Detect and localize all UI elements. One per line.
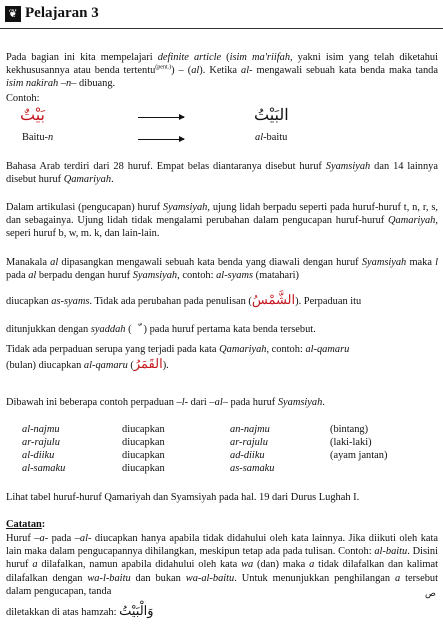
table-cell: diucapkan — [122, 424, 165, 435]
text: - dari – — [184, 397, 215, 408]
text: ) – ( — [171, 65, 192, 77]
text: , seperi huruf b, w, m. k, dan lain-lain. — [6, 215, 438, 240]
text: -baitu — [263, 132, 288, 143]
text: berpadu dengan huruf — [36, 270, 133, 282]
term-syamsiyah: Syamsiyah — [132, 270, 178, 282]
catatan-paragraph — [6, 532, 438, 598]
text: tidak dilafalkan dan kalimat dilafalkan dengan — [6, 559, 439, 584]
book-icon: ❦ — [5, 6, 21, 22]
term-al: al — [79, 533, 88, 544]
text: Tidak ada perpaduan serupa yang terjadi pada kata — [6, 344, 220, 355]
term-a: a — [39, 533, 45, 544]
text: ) pada huruf pertama kata benda tersebut. — [143, 324, 316, 335]
text: . Disini huruf — [6, 546, 438, 571]
text: diletakkan di atas hamzah: — [6, 607, 120, 618]
text: pada — [6, 270, 29, 282]
text: maka — [406, 257, 436, 268]
text: dan 14 lainnya disebut huruf — [6, 161, 438, 186]
term-al-qamaru: al-qamaru — [83, 360, 128, 371]
table-cell: ar-rajulu — [22, 437, 60, 448]
term-definite-article: definite article — [157, 52, 222, 63]
text: . — [322, 397, 325, 408]
paragraph-qamariyah-line2 — [6, 357, 438, 374]
intro-paragraph — [6, 51, 438, 91]
contoh-label: Contoh: — [6, 93, 40, 104]
table-cell: diucapkan — [122, 450, 165, 461]
term-isim-nakirah: isim nakirah –n– — [6, 78, 77, 90]
text: , contoh: — [177, 270, 217, 282]
text: : — [41, 519, 46, 530]
text: Bahasa Arab terdiri dari 28 huruf. Empat belas diantaranya disebut huruf — [6, 161, 326, 172]
text: Dalam artikulasi (pengucapan) huruf — [6, 202, 163, 213]
term-isim-mariifah: isim ma'riifah — [229, 52, 291, 63]
lesson-title: Pelajaran 3 — [25, 5, 99, 22]
term-a: a — [309, 559, 315, 571]
term-syamsiyah: Syamsiyah — [361, 257, 407, 268]
label-albaitu — [255, 131, 287, 144]
term-l: l — [435, 257, 439, 268]
text: dan bukan — [130, 572, 186, 584]
term-al-qamaru: al-qamaru — [305, 344, 350, 355]
text: ). Perpaduan itu — [295, 296, 362, 307]
text: ( — [221, 52, 230, 63]
text: ditunjukkan dengan — [6, 324, 91, 335]
term-qamariyah: Qamariyah — [63, 174, 112, 186]
paragraph-articulation — [6, 201, 438, 241]
term-al-syams: al-syams — [216, 270, 254, 282]
text: Dibawah ini beberapa contoh perpaduan – — [6, 397, 182, 408]
text: . Untuk menunjukkan penghilangan — [234, 572, 395, 584]
footnote-mark: (pent.) — [155, 64, 172, 71]
text: Pada bagian ini kita mempelajari — [6, 52, 158, 63]
catatan-heading — [6, 518, 45, 531]
text: (dan) maka — [253, 559, 310, 571]
text: (matahari) — [253, 270, 299, 282]
syaddah-mark-icon — [132, 321, 144, 337]
text: Huruf – — [6, 533, 40, 544]
text: ( — [127, 360, 134, 371]
text: ( — [125, 324, 132, 335]
paragraph-see-table: Lihat tabel huruf-huruf Qamariyah dan Syamsiyah pada hal. 19 dari Durus Lughah I. — [6, 492, 360, 503]
text: , ujung lidah berpadu seperti pada huruf-huruf t, n, r, s, dan sebagainya. Ujung lidah tidak mengalami perubahan dalam pengucapan huruf-huruf — [6, 202, 438, 227]
text: (bulan) diucapkan — [6, 360, 84, 371]
table-cell: an-najmu — [230, 424, 270, 435]
text: dilafalkan, namun apabila didahului oleh kata — [37, 559, 242, 571]
paragraph-examples-intro — [6, 396, 438, 409]
term-wa: wa — [241, 559, 254, 571]
arabic-baitun: بَيْتٌ — [20, 105, 45, 124]
paragraph-al-syamsiyah — [6, 256, 438, 282]
term-al: al — [50, 257, 59, 268]
table-col-diucapkan — [122, 423, 165, 475]
term-al: al — [214, 397, 223, 408]
text: ). — [162, 360, 169, 371]
arrow-icon — [138, 117, 184, 118]
lesson-header — [5, 3, 99, 25]
paragraph-al-syamsiyah-line3 — [6, 321, 438, 338]
term-al: al- — [241, 65, 253, 77]
text: tersebut dalam pengucapan, tanda — [6, 572, 438, 597]
text: – pada huruf — [222, 397, 278, 408]
text: . Tidak ada perubahan pada penulisan ( — [89, 296, 252, 307]
text: ). Ketika — [199, 65, 241, 77]
term-syamsiyah: Syamsiyah — [277, 397, 323, 408]
table-cell — [330, 462, 387, 475]
text: , yakni isim yang telah diketahui kekhususannya atau benda tertentu — [6, 52, 438, 77]
text: diucapkan — [6, 296, 52, 307]
catatan-title: Catatan — [6, 519, 42, 530]
text: Manakala — [6, 257, 51, 268]
table-col-original — [22, 423, 65, 475]
text: Baitu- — [22, 132, 48, 143]
text: mengawali sebuah kata benda maka tanda — [252, 65, 438, 77]
catatan-last-line — [6, 604, 154, 621]
term-syaddah: syaddah — [90, 324, 126, 335]
table-cell: (bintang) — [330, 424, 369, 435]
arabic-al-qamaru: القَمَرُ — [133, 357, 163, 372]
table-cell: al-diiku — [22, 450, 55, 461]
wasla-mark-icon: ص — [425, 589, 436, 599]
text: - pada – — [44, 533, 80, 544]
term-as-syams: as-syams — [51, 296, 90, 307]
text: - diucapkan hanya apabila tidak didahului oleh kata lainnya. Jika diikuti oleh kata lain maka dalam pengucapannya dihilangkan, meskipun tetap ada pada tulisan. Contoh: — [6, 533, 439, 558]
arrow-icon — [138, 139, 184, 140]
term-l: l — [181, 397, 185, 408]
term-wa-l-baitu: wa-l-baitu — [87, 572, 131, 584]
table-col-meaning — [330, 423, 387, 475]
table-cell: (laki-laki) — [330, 437, 372, 448]
term-syamsiyah: Syamsiyah — [325, 161, 371, 172]
text: dibuang. — [76, 78, 116, 90]
table-cell: al-najmu — [22, 424, 60, 435]
table-cell: (ayam jantan) — [330, 450, 388, 461]
table-cell: as-samaku — [230, 463, 275, 474]
term-al: al — [255, 132, 264, 143]
term-a: a — [32, 559, 38, 571]
arabic-walbaitu: وَالْبَيْتُ — [119, 604, 154, 619]
table-cell: diucapkan — [122, 463, 165, 474]
term-n: n — [47, 132, 54, 143]
label-baitun — [22, 131, 53, 144]
term-al-baitu: al-baitu — [374, 546, 408, 558]
text: . — [111, 174, 114, 186]
term-syamsiyah: Syamsiyah — [162, 202, 208, 213]
table-cell: ad-diiku — [230, 450, 265, 461]
text: dipasangkan mengawali sebuah kata benda yang diawali dengan huruf — [58, 257, 362, 268]
term-qamariyah: Qamariyah — [219, 344, 267, 355]
term-qamariyah: Qamariyah — [388, 215, 436, 227]
table-col-pronounced — [230, 423, 274, 475]
paragraph-al-syamsiyah-line2 — [6, 293, 438, 310]
text: , contoh: — [266, 344, 306, 355]
table-cell: al-samaku — [22, 463, 66, 474]
term-wa-al-baitu: wa-al-baitu — [185, 572, 235, 584]
table-cell: ar-rajulu — [230, 437, 268, 448]
arabic-albaitu: البَيْتُ — [254, 105, 289, 124]
paragraph-qamariyah — [6, 343, 438, 356]
term-a: a — [394, 572, 401, 584]
table-cell: diucapkan — [122, 437, 165, 448]
term-al: al — [191, 65, 200, 77]
paragraph-huruf-count — [6, 160, 438, 186]
term-al: al — [28, 270, 37, 282]
arabic-asy-syamsu: الشَّمْسُ — [251, 293, 296, 308]
header-divider — [0, 28, 443, 29]
